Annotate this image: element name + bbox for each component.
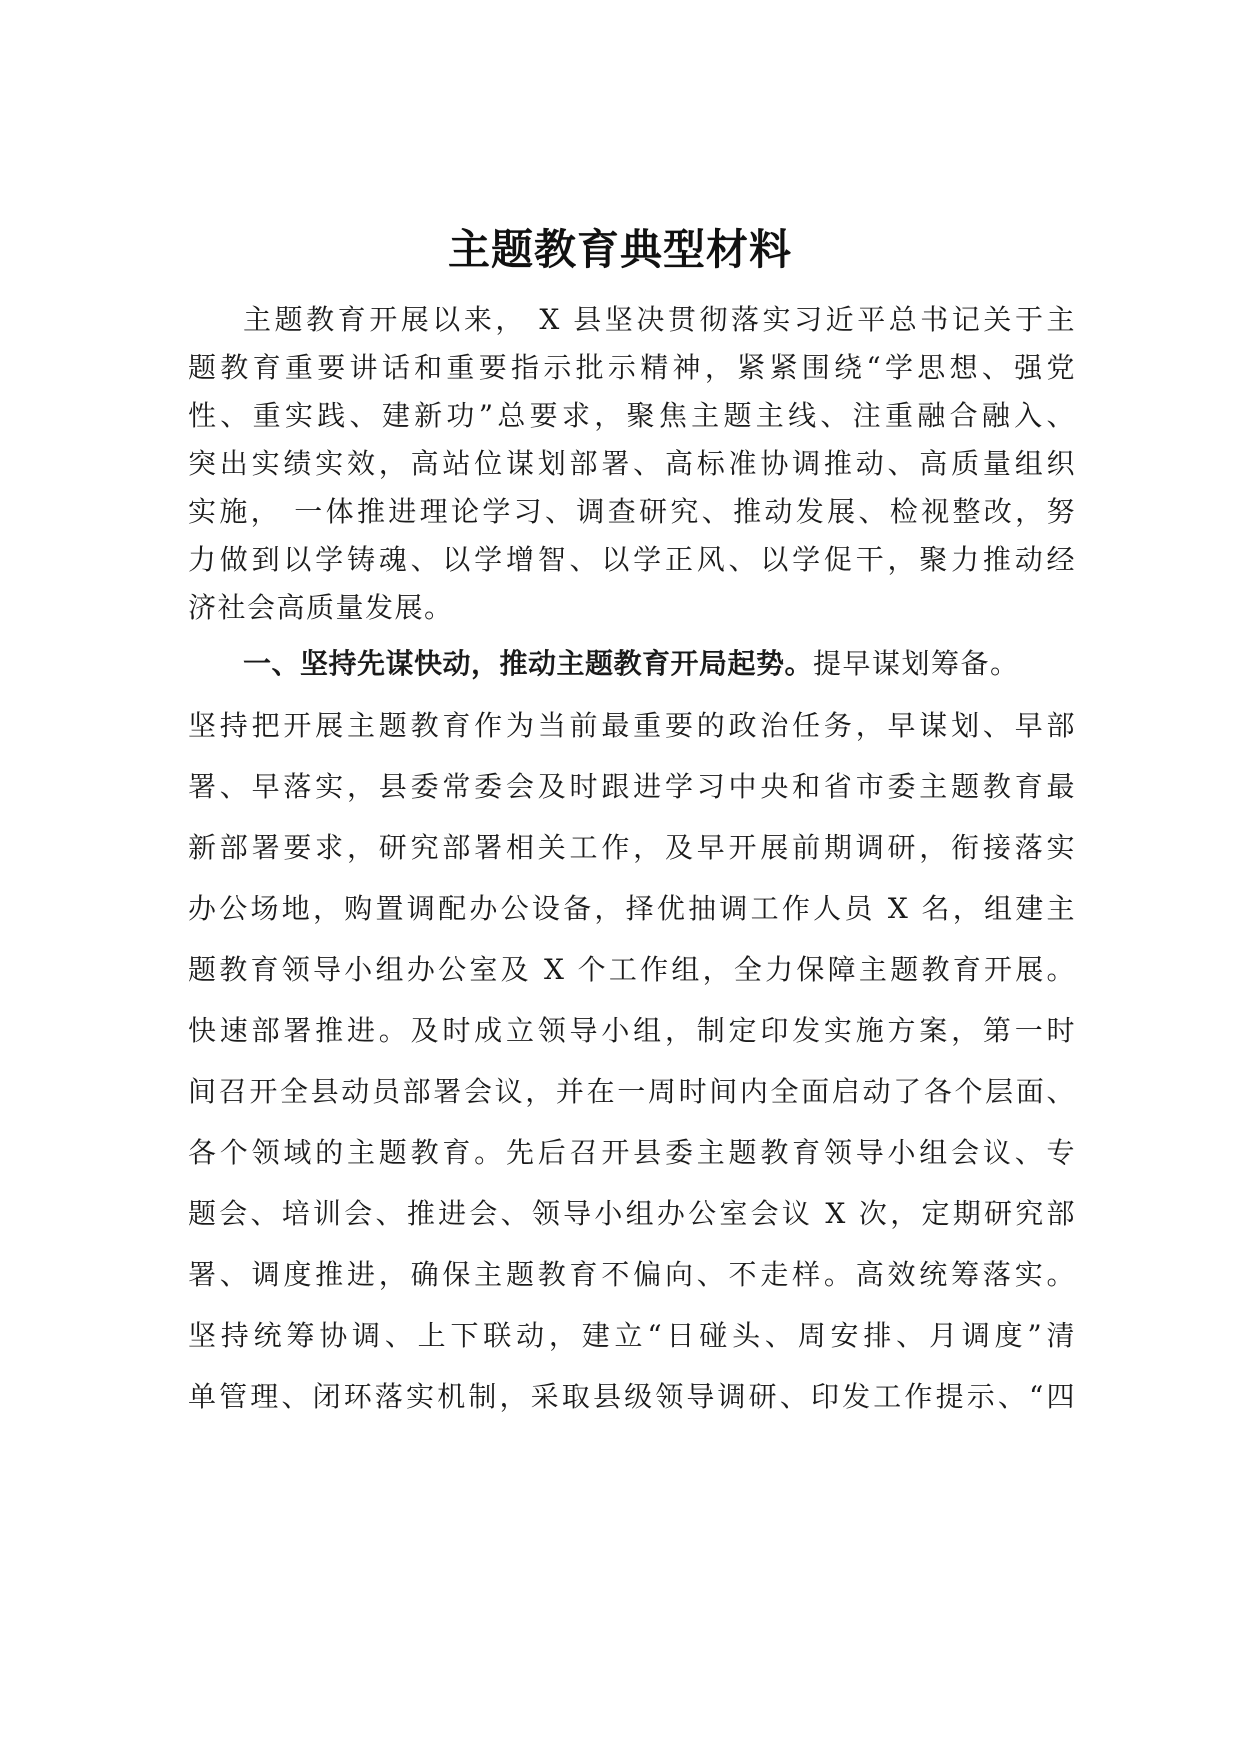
section-1-heading-tail: 提早谋划筹备。 (813, 647, 1020, 680)
paragraph-1-line-4: 突出实绩实效，高站位谋划部署、高标准协调推动、高质量组织 (188, 447, 1076, 480)
section-1-line-3: 新部署要求，研究部署相关工作，及早开展前期调研，衔接落实 (188, 831, 1076, 864)
section-1-line-8: 各个领域的主题教育。先后召开县委主题教育领导小组会议、专 (188, 1136, 1076, 1169)
section-1-line-5: 题教育领导小组办公室及 X 个工作组，全力保障主题教育开展。 (188, 953, 1076, 986)
paragraph-1-line-1: 主题教育开展以来， X 县坚决贯彻落实习近平总书记关于主 (243, 303, 1076, 336)
section-1-line-4: 办公场地，购置调配办公设备，择优抽调工作人员 X 名，组建主 (188, 892, 1076, 925)
paragraph-1-line-3: 性、重实践、建新功”总要求，聚焦主题主线、注重融合融入、 (188, 399, 1076, 432)
paragraph-1-line-6: 力做到以学铸魂、以学增智、以学正风、以学促干，聚力推动经 (188, 543, 1076, 576)
section-1-line-2: 署、早落实，县委常委会及时跟进学习中央和省市委主题教育最 (188, 770, 1076, 803)
section-1-line-10: 署、调度推进，确保主题教育不偏向、不走样。高效统筹落实。 (188, 1258, 1076, 1291)
section-1-line-9: 题会、培训会、推进会、领导小组办公室会议 X 次，定期研究部 (188, 1197, 1076, 1230)
section-1-line-6: 快速部署推进。及时成立领导小组，制定印发实施方案，第一时 (188, 1014, 1076, 1047)
paragraph-1-line-5: 实施， 一体推进理论学习、调查研究、推动发展、检视整改，努 (188, 495, 1076, 528)
section-1-heading-line (243, 644, 1076, 684)
section-1-line-1: 坚持把开展主题教育作为当前最重要的政治任务，早谋划、早部 (188, 709, 1076, 742)
section-1-heading: 一、坚持先谋快动，推动主题教育开局起势。 (243, 647, 814, 680)
section-1-line-7: 间召开全县动员部署会议，并在一周时间内全面启动了各个层面、 (188, 1075, 1076, 1108)
document-title: 主题教育典型材料 (447, 225, 792, 274)
section-1-line-11: 坚持统筹协调、上下联动，建立“日碰头、周安排、月调度”清 (188, 1319, 1076, 1352)
section-1-line-12: 单管理、闭环落实机制，采取县级领导调研、印发工作提示、“四 (188, 1380, 1076, 1413)
paragraph-1-line-7: 济社会高质量发展。 (188, 591, 454, 624)
paragraph-1-line-2: 题教育重要讲话和重要指示批示精神，紧紧围绕“学思想、强党 (188, 351, 1076, 384)
